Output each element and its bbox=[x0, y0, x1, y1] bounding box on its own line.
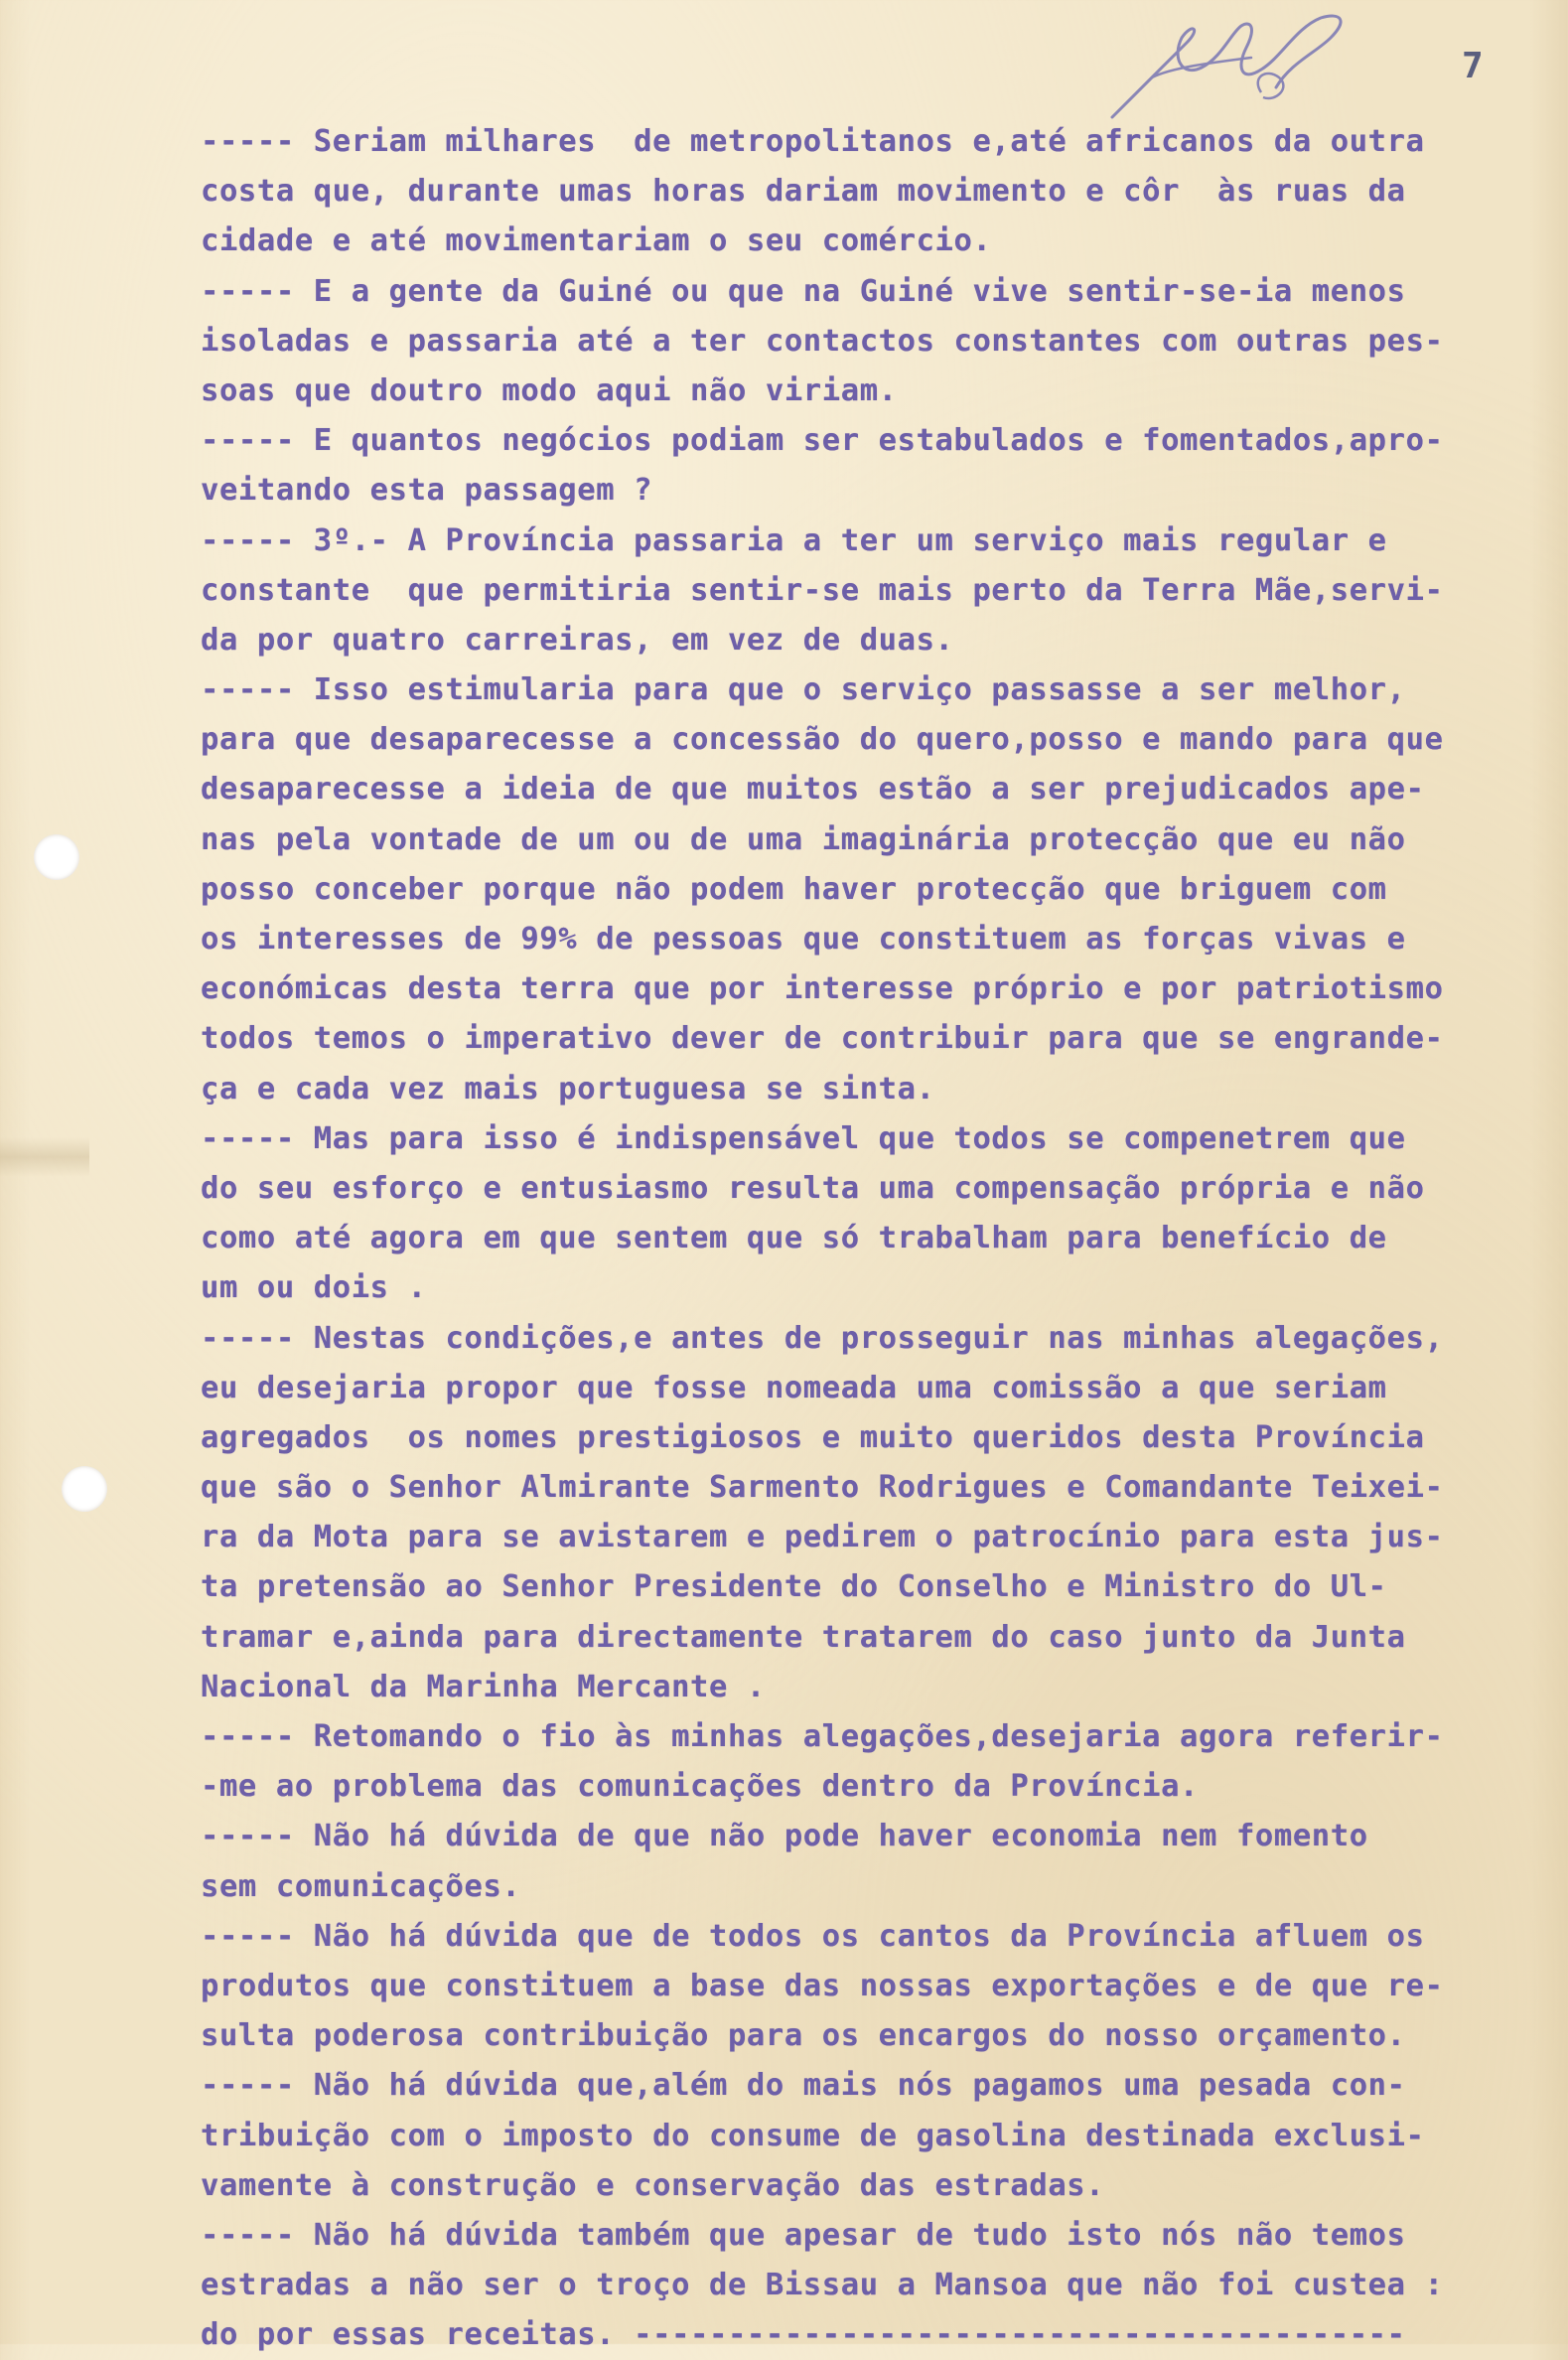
text-line: sem comunicações. bbox=[201, 1868, 521, 1904]
text-line: ----- Não há dúvida também que apesar de tudo isto nós não temos bbox=[201, 2217, 1406, 2253]
text-line: que são o Senhor Almirante Sarmento Rodrigues e Comandante Teixei- bbox=[201, 1470, 1444, 1506]
text-line: um ou dois . bbox=[201, 1270, 427, 1306]
text-line: vamente à construção e conservação das estradas. bbox=[201, 2167, 1105, 2203]
text-line: ----- 3º.- A Província passaria a ter um serviço mais regular e bbox=[201, 522, 1387, 558]
text-line: soas que doutro modo aqui não viriam. bbox=[201, 372, 898, 408]
text-line: produtos que constituem a base das nossas exportações e de que re- bbox=[201, 1968, 1444, 2003]
punch-hole-top bbox=[34, 834, 79, 880]
text-line: Nacional da Marinha Mercante . bbox=[201, 1669, 766, 1704]
text-line: agregados os nomes prestigiosos e muito queridos desta Província bbox=[201, 1419, 1425, 1455]
text-line: da por quatro carreiras, em vez de duas. bbox=[201, 622, 954, 658]
text-line: costa que, durante umas horas dariam movimento e côr às ruas da bbox=[201, 174, 1406, 210]
text-line: ----- Seriam milhares de metropolitanos e,até africanos da outra bbox=[201, 124, 1425, 159]
text-line: ----- E a gente da Guiné ou que na Guiné vive sentir-se-ia menos bbox=[201, 273, 1406, 309]
text-line: ----- Mas para isso é indispensável que todos se compenetrem que bbox=[201, 1120, 1406, 1156]
text-line: tramar e,ainda para directamente tratarem do caso junto da Junta bbox=[201, 1619, 1406, 1655]
text-line: ----- Isso estimularia para que o serviço passasse a ser melhor, bbox=[201, 672, 1406, 708]
punch-hole-bottom bbox=[62, 1466, 107, 1512]
text-line: ----- Retomando o fio às minhas alegações,desejaria agora referir- bbox=[201, 1719, 1444, 1754]
page-number: 7 bbox=[1462, 46, 1484, 86]
text-line: desaparecesse a ideia de que muitos estão a ser prejudicados ape- bbox=[201, 772, 1425, 808]
text-line: ----- Não há dúvida que de todos os cantos da Província afluem os bbox=[201, 1918, 1425, 1954]
signature-initials bbox=[1092, 8, 1370, 127]
text-line: isoladas e passaria até a ter contactos constantes com outras pes- bbox=[201, 323, 1444, 359]
text-line: veitando esta passagem ? bbox=[201, 473, 653, 509]
text-line: estradas a não ser o troço de Bissau a Mansoa que não foi custea : bbox=[201, 2268, 1444, 2303]
paper-crease bbox=[0, 1137, 89, 1177]
text-line: ça e cada vez mais portuguesa se sinta. bbox=[201, 1071, 935, 1106]
typed-text-body bbox=[201, 117, 1561, 2360]
text-line: constante que permitiria sentir-se mais perto da Terra Mãe,servi- bbox=[201, 572, 1444, 608]
text-line: posso conceber porque não podem haver protecção que briguem com bbox=[201, 871, 1387, 907]
text-line: os interesses de 99% de pessoas que constituem as forças vivas e bbox=[201, 922, 1406, 957]
text-line: como até agora em que sentem que só trabalham para benefício de bbox=[201, 1221, 1387, 1256]
text-line: sulta poderosa contribuição para os encargos do nosso orçamento. bbox=[201, 2018, 1406, 2054]
text-line: ra da Mota para se avistarem e pedirem o patrocínio para esta jus- bbox=[201, 1520, 1444, 1555]
text-line: -me ao problema das comunicações dentro da Província. bbox=[201, 1769, 1200, 1805]
text-line: para que desaparecesse a concessão do quero,posso e mando para que bbox=[201, 722, 1444, 758]
text-line: do por essas receitas. ----------------------------------------- bbox=[201, 2317, 1406, 2353]
text-line: tribuição com o imposto do consume de gasolina destinada exclusi- bbox=[201, 2118, 1425, 2153]
text-line: eu desejaria propor que fosse nomeada uma comissão a que seriam bbox=[201, 1370, 1387, 1405]
text-line: nas pela vontade de um ou de uma imaginária protecção que eu não bbox=[201, 821, 1406, 857]
text-line: do seu esforço e entusiasmo resulta uma compensação própria e não bbox=[201, 1170, 1425, 1206]
text-line: económicas desta terra que por interesse próprio e por patriotismo bbox=[201, 971, 1444, 1007]
text-line: todos temos o imperativo dever de contribuir para que se engrande- bbox=[201, 1021, 1444, 1057]
text-line: ----- E quantos negócios podiam ser estabulados e fomentados,apro- bbox=[201, 423, 1444, 459]
text-line: ----- Não há dúvida de que não pode haver economia nem fomento bbox=[201, 1819, 1368, 1854]
text-line: ----- Nestas condições,e antes de prosseguir nas minhas alegações, bbox=[201, 1320, 1444, 1356]
text-line: ta pretensão ao Senhor Presidente do Conselho e Ministro do Ul- bbox=[201, 1569, 1387, 1605]
text-line: ----- Não há dúvida que,além do mais nós pagamos uma pesada con- bbox=[201, 2068, 1406, 2104]
text-line: cidade e até movimentariam o seu comércio. bbox=[201, 223, 992, 259]
